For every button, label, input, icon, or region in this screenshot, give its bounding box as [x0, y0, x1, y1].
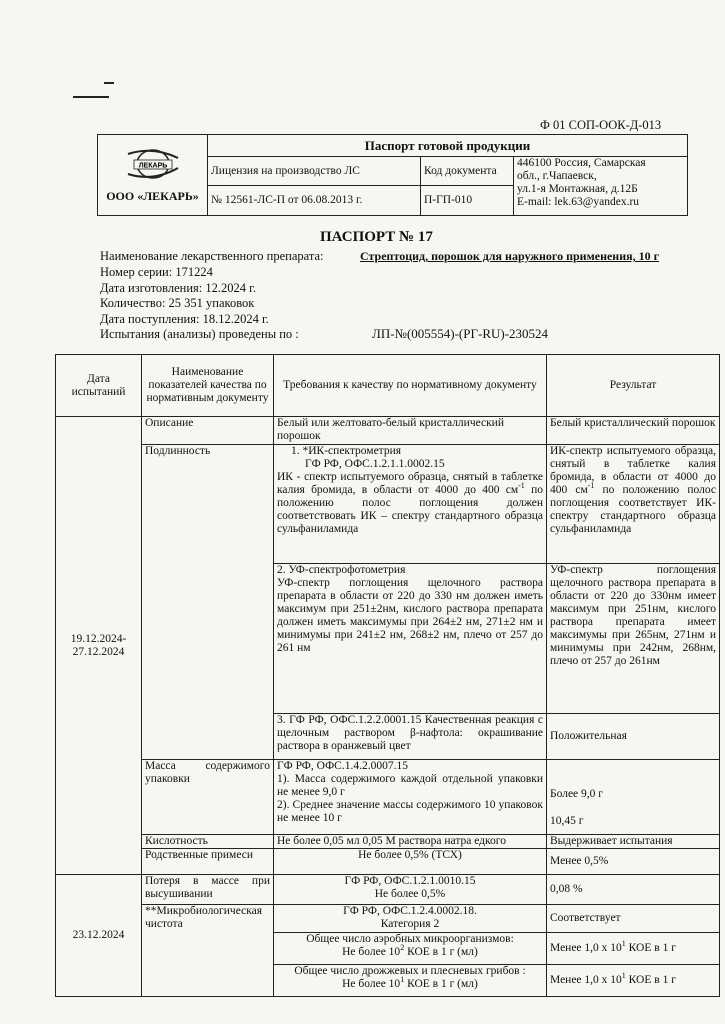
doc-code-label: Код документа	[421, 157, 514, 186]
address-line3: ул.1-я Монтажная, д.12Б	[517, 183, 638, 195]
form-code: Ф 01 СОП-ООК-Д-013	[540, 118, 662, 132]
res-micro: Соответствует	[547, 905, 720, 933]
mass-res2: 10,45 г	[550, 815, 584, 827]
table-row	[56, 417, 720, 445]
col-header-result: Результат	[547, 355, 720, 417]
test-date-1: 19.12.2024-27.12.2024	[56, 417, 142, 875]
email: E-mail: lek.63@yandex.ru	[517, 196, 640, 208]
table-header-row	[56, 355, 720, 417]
table-row	[56, 445, 720, 564]
req-identity-uv	[274, 564, 547, 714]
req-description: Белый или желтовато-белый кристаллический порошок	[274, 417, 547, 445]
drug-label: Наименование лекарственного препарата:	[100, 249, 324, 263]
uv-title: 2. УФ-спектрофотометрия	[277, 564, 406, 576]
micro-ref: ГФ РФ, ОФС.1.2.4.0002.18.	[343, 905, 477, 917]
micro-cat: Категория 2	[380, 918, 440, 930]
series-number: Номер серии: 171224	[100, 265, 213, 279]
res-impurities: Менее 0,5%	[547, 849, 720, 875]
logo-text: ЛЕКАРЬ	[138, 162, 167, 169]
table-row	[56, 849, 720, 875]
row-name-mass: Масса содержимого упаковки	[142, 760, 274, 835]
res-identity-qualitative: Положительная	[547, 714, 720, 760]
table-row	[56, 760, 720, 835]
row-name-acidity: Кислотность	[142, 835, 274, 849]
stray-mark	[73, 96, 109, 98]
header-table	[97, 134, 688, 216]
tests-label: Испытания (анализы) проведены по :	[100, 327, 299, 341]
address-line2: обл., г.Чапаевск,	[517, 170, 597, 182]
company-cell	[98, 135, 208, 216]
row-name-impurities: Родственные примеси	[142, 849, 274, 875]
mass-res1: Более 9,0 г	[550, 788, 603, 800]
row-name-description: Описание	[142, 417, 274, 445]
quantity: Количество: 25 351 упаковок	[100, 296, 255, 310]
doc-code: П-ГП-010	[421, 186, 514, 216]
table-row	[56, 905, 720, 933]
mass-req2: 2). Среднее значение массы содержимого 10 упаковок не менее 10 г	[277, 799, 543, 824]
drug-name: Стрептоцид, порошок для наружного применения, 10 г	[360, 249, 660, 263]
req-micro	[274, 905, 547, 933]
req-acidity: Не более 0,05 мл 0,05 М раствора натра едкого	[274, 835, 547, 849]
test-date-2: 23.12.2024	[56, 875, 142, 997]
table-row	[56, 835, 720, 849]
req-micro-fungi: Общее число дрожжевых и плесневых грибов : Не более $10^1$ КОЕ в 1 г (мл)	[274, 965, 547, 997]
company-logo-icon	[124, 148, 182, 180]
row-name-loss: Потеря в массе при высушивании	[142, 875, 274, 905]
res-description: Белый кристаллический порошок	[547, 417, 720, 445]
res-identity-uv: УФ-спектр поглощения щелочного раствора препарата в области от 220 до 330нм имеет максимум при 251нм, кислого раствора препарата имеет максимумы при 265нм, 271нм и минимумы при 242нм, 268нм, плечо от 257 до 261нм	[547, 564, 720, 714]
ir-requirement: ИК - спектр испытуемого образца, снятый в таблетке калия бромида, в области от 4000 до 400 $см^{-1}$ по положению полос поглощения должен соответствовать ИК – спектру стандартного образца сульфаниламида	[277, 471, 543, 535]
req-loss	[274, 875, 547, 905]
license-label: Лицензия на производство ЛС	[208, 157, 421, 186]
ir-ref: ГФ РФ, ОФС.1.2.1.1.0002.15	[305, 458, 445, 470]
table-row	[56, 875, 720, 905]
res-micro-aerobic: Менее 1,0 x $10^1$ КОЕ в 1 г	[547, 933, 720, 965]
passport-title: ПАСПОРТ № 17	[320, 229, 433, 245]
stray-mark	[104, 82, 114, 84]
license-number: № 12561-ЛС-П от 06.08.2013 г.	[208, 186, 421, 216]
tests-reference: ЛП-№(005554)-(РГ-RU)-230524	[372, 326, 549, 341]
receipt-date: Дата поступления: 18.12.2024 г.	[100, 312, 269, 326]
manufacture-date: Дата изготовления: 12.2024 г.	[100, 281, 256, 295]
header-title: Паспорт готовой продукции	[208, 135, 688, 157]
quality-table	[55, 354, 720, 997]
res-acidity: Выдерживает испытания	[547, 835, 720, 849]
req-mass	[274, 760, 547, 835]
ir-title: 1. *ИК-спектрометрия	[291, 445, 402, 457]
loss-req: Не более 0,5%	[374, 888, 446, 900]
res-identity-ir: ИК-спектр испытуемого образца, снятый в таблетке калия бромида, в области от 4000 до 400 $см^{-1}$ по положению полос поглощения соответствует ИК-спектру стандартного образца сульфаниламида	[547, 445, 720, 564]
col-header-date: Дата испытаний	[56, 355, 142, 417]
req-identity-ir	[274, 445, 547, 564]
res-micro-fungi: Менее 1,0 x $10^1$ КОЕ в 1 г	[547, 965, 720, 997]
col-header-requirement: Требования к качеству по нормативному документу	[274, 355, 547, 417]
loss-ref: ГФ РФ, ОФС.1.2.1.0010.15	[344, 875, 476, 887]
row-name-micro: **Микробиологическая чистота	[142, 905, 274, 997]
req-micro-aerobic: Общее число аэробных микроорганизмов: Не более $10^2$ КОЕ в 1 г (мл)	[274, 933, 547, 965]
req-impurities: Не более 0,5% (ТСХ)	[274, 849, 547, 875]
res-mass	[547, 760, 720, 835]
address-cell	[514, 157, 688, 216]
row-name-identity: Подлинность	[142, 445, 274, 760]
uv-requirement: УФ-спектр поглощения щелочного раствора препарата в области от 220 до 330 нм должен иметь максимум при 251±2нм, кислого раствора препарата должен иметь максимумы при 264±2 нм, 271±2 нм и минимумы при 241±2 нм, 268±2 нм, плечо от 257 до 261 нм	[277, 577, 543, 654]
col-header-indicator: Наименование показателей качества по нормативным документу	[142, 355, 274, 417]
mass-ref: ГФ РФ, ОФС.1.4.2.0007.15	[277, 760, 408, 772]
address-line1: 446100 Россия, Самарская	[517, 157, 646, 169]
mass-req1: 1). Масса содержимого каждой отдельной упаковки не менее 9,0 г	[277, 773, 543, 798]
res-loss: 0,08 %	[547, 875, 720, 905]
req-identity-qualitative: 3. ГФ РФ, ОФС.1.2.2.0001.15 Качественная реакция с щелочным раствором β-нафтола: окрашивание раствора в оранжевый цвет	[274, 714, 547, 760]
company-name: ООО «ЛЕКАРЬ»	[106, 188, 199, 203]
